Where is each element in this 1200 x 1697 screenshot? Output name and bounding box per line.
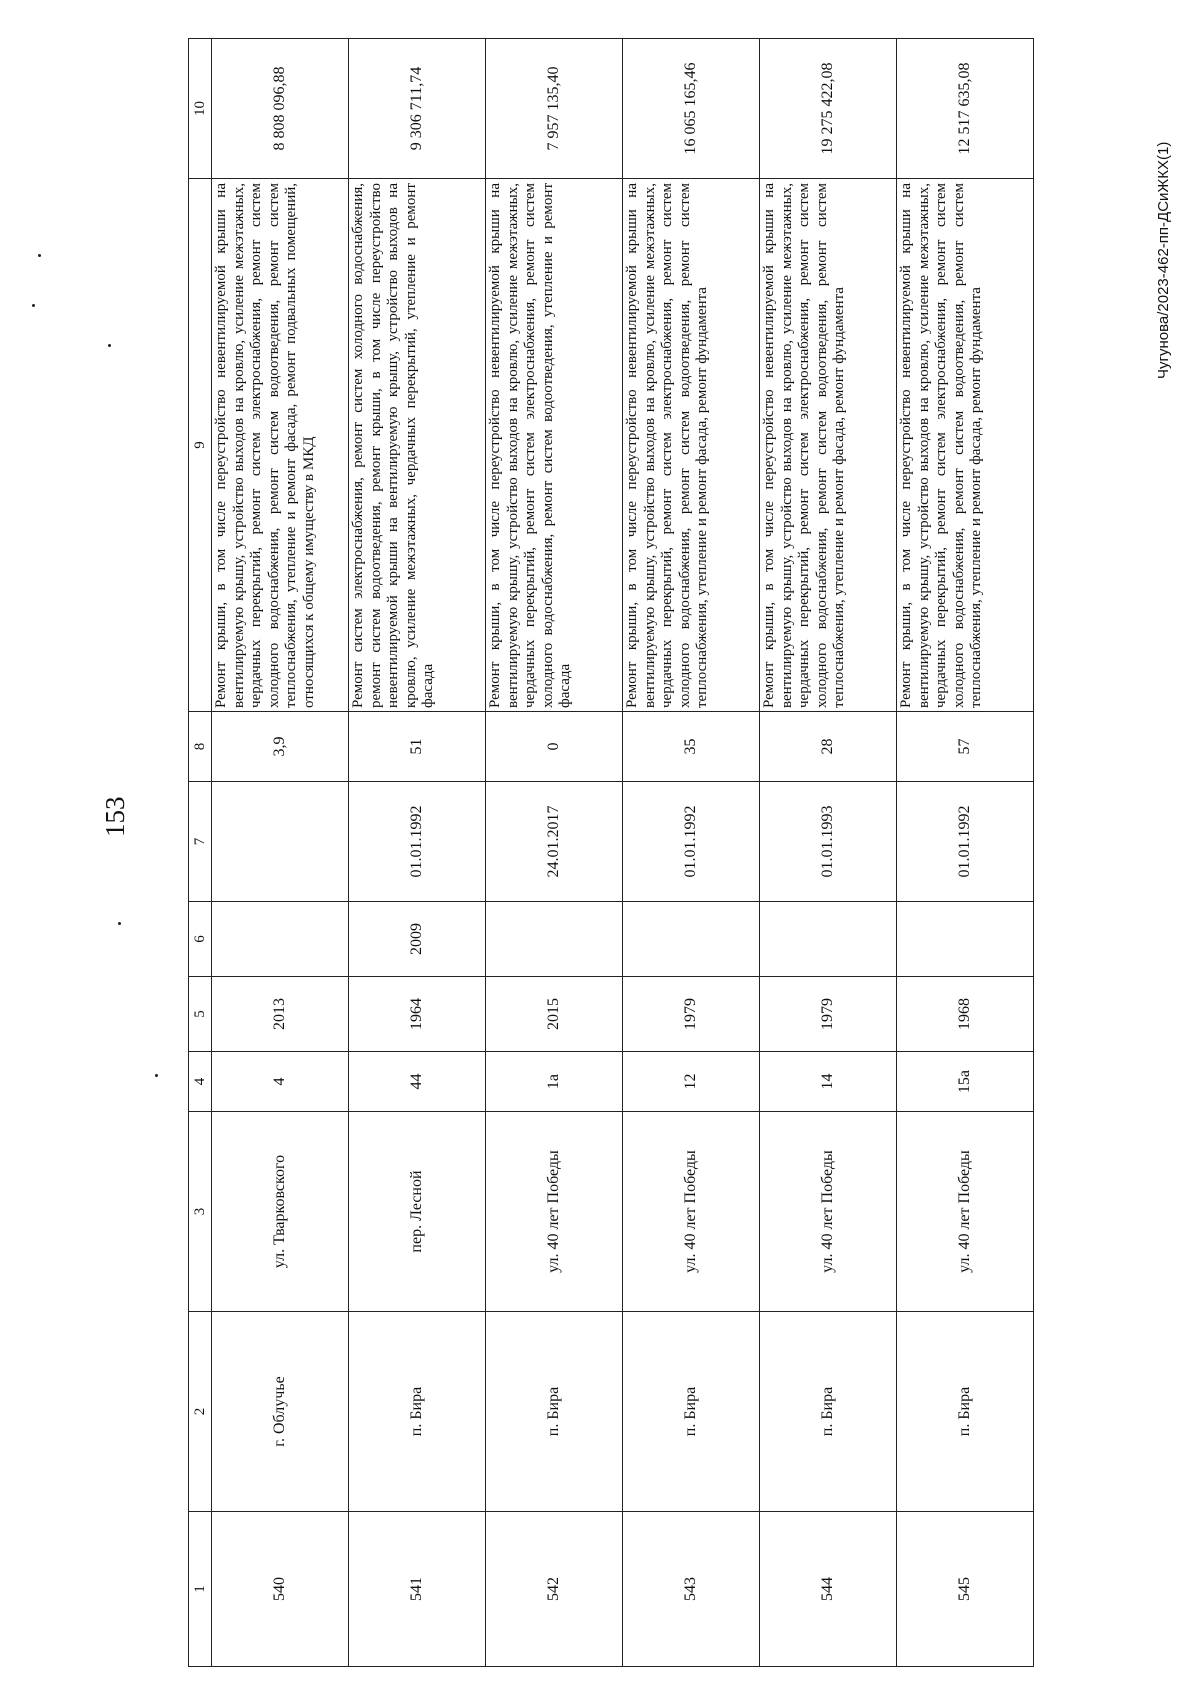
wear-percent: 51 xyxy=(349,712,486,782)
row-number: 543 xyxy=(623,1512,760,1667)
wear-percent: 57 xyxy=(897,712,1034,782)
column-number: 3 xyxy=(189,1112,212,1312)
year-overhaul xyxy=(897,902,1034,977)
date: 24.01.2017 xyxy=(486,782,623,902)
row-number: 545 xyxy=(897,1512,1034,1667)
column-number-row xyxy=(189,39,212,1667)
year-overhaul xyxy=(212,902,349,977)
street: ул. 40 лет Победы xyxy=(486,1112,623,1312)
document-footer-id: Чугунова/2023-462-пп-ДСиЖКХ(1) xyxy=(1155,141,1172,379)
street: ул. 40 лет Победы xyxy=(897,1112,1034,1312)
cost: 8 808 096,88 xyxy=(212,39,349,179)
works-description: Ремонт систем электроснабжения, ремонт систем холодного водоснабжения, ремонт систем водоотведения, ремонт крыши, в том числе переустройство невентилируемой крыши на вентилируемую крышу, устройство выходов на кровлю, усиление межэтажных, чердачных перекрытий, утепление и ремонт фасада xyxy=(349,179,486,712)
house-number: 1а xyxy=(486,1052,623,1112)
column-number: 4 xyxy=(189,1052,212,1112)
scan-speck xyxy=(32,304,35,307)
year-built: 1964 xyxy=(349,977,486,1052)
cost: 9 306 711,74 xyxy=(349,39,486,179)
house-number: 12 xyxy=(623,1052,760,1112)
column-number: 2 xyxy=(189,1312,212,1512)
column-number: 7 xyxy=(189,782,212,902)
table-row xyxy=(212,39,349,1667)
column-number: 5 xyxy=(189,977,212,1052)
works-description: Ремонт крыши, в том числе переустройство невентилируемой крыши на вентилируемую крышу, устройство выходов на кровлю, усиление межэтажных, чердачных перекрытий, ремонт систем электроснабжения, ремонт систем холодного водоснабжения, ремонт систем водоотведения, утепление и ремонт фасада xyxy=(486,179,623,712)
column-number: 6 xyxy=(189,902,212,977)
street: ул. 40 лет Победы xyxy=(623,1112,760,1312)
year-overhaul xyxy=(623,902,760,977)
locality: п. Бира xyxy=(623,1312,760,1512)
house-number: 4 xyxy=(212,1052,349,1112)
wear-percent: 28 xyxy=(760,712,897,782)
cost: 7 957 135,40 xyxy=(486,39,623,179)
cost: 12 517 635,08 xyxy=(897,39,1034,179)
year-built: 2015 xyxy=(486,977,623,1052)
locality: п. Бира xyxy=(897,1312,1034,1512)
wear-percent: 3,9 xyxy=(212,712,349,782)
house-number: 14 xyxy=(760,1052,897,1112)
year-built: 2013 xyxy=(212,977,349,1052)
house-number: 15а xyxy=(897,1052,1034,1112)
works-description: Ремонт крыши, в том числе переустройство невентилируемой крыши на вентилируемую крышу, устройство выходов на кровлю, усиление межэтажных, чердачных перекрытий, ремонт систем электроснабжения, ремонт систем холодного водоснабжения, ремонт систем водоотведения, ремонт систем теплоснабжения, утепление и ремонт фасада, ремонт фундамента xyxy=(897,179,1034,712)
year-built: 1979 xyxy=(623,977,760,1052)
date: 01.01.1992 xyxy=(349,782,486,902)
wear-percent: 0 xyxy=(486,712,623,782)
column-number: 9 xyxy=(189,179,212,712)
scan-speck xyxy=(38,254,41,257)
row-number: 541 xyxy=(349,1512,486,1667)
table-row xyxy=(349,39,486,1667)
year-overhaul xyxy=(760,902,897,977)
street: пер. Лесной xyxy=(349,1112,486,1312)
locality: п. Бира xyxy=(486,1312,623,1512)
row-number: 542 xyxy=(486,1512,623,1667)
row-number: 540 xyxy=(212,1512,349,1667)
date: 01.01.1992 xyxy=(897,782,1034,902)
works-description: Ремонт крыши, в том числе переустройство невентилируемой крыши на вентилируемую крышу, устройство выходов на кровлю, усиление межэтажных, чердачных перекрытий, ремонт систем электроснабжения, ремонт систем холодного водоснабжения, ремонт систем водоотведения, ремонт систем теплоснабжения, утепление и ремонт фасада, ремонт фундамента xyxy=(623,179,760,712)
locality: п. Бира xyxy=(760,1312,897,1512)
scan-speck xyxy=(108,344,111,347)
street: ул. Тварковского xyxy=(212,1112,349,1312)
scan-speck xyxy=(118,922,121,925)
year-built: 1968 xyxy=(897,977,1034,1052)
table-row xyxy=(760,39,897,1667)
table-row xyxy=(623,39,760,1667)
date: 01.01.1992 xyxy=(623,782,760,902)
row-number: 544 xyxy=(760,1512,897,1667)
locality: г. Облучье xyxy=(212,1312,349,1512)
wear-percent: 35 xyxy=(623,712,760,782)
housing-repair-table xyxy=(188,38,1034,1667)
column-number: 10 xyxy=(189,39,212,179)
page-number: 153 xyxy=(100,796,130,837)
year-built: 1979 xyxy=(760,977,897,1052)
works-description: Ремонт крыши, в том числе переустройство невентилируемой крыши на вентилируемую крышу, устройство выходов на кровлю, усиление межэтажных, чердачных перекрытий, ремонт систем электроснабжения, ремонт систем холодного водоснабжения, ремонт систем водоотведения, ремонт систем теплоснабжения, утепление и ремонт фасада, ремонт фундамента xyxy=(760,179,897,712)
column-number: 8 xyxy=(189,712,212,782)
locality: п. Бира xyxy=(349,1312,486,1512)
date xyxy=(212,782,349,902)
year-overhaul: 2009 xyxy=(349,902,486,977)
year-overhaul xyxy=(486,902,623,977)
cost: 19 275 422,08 xyxy=(760,39,897,179)
cost: 16 065 165,46 xyxy=(623,39,760,179)
works-description: Ремонт крыши, в том числе переустройство невентилируемой крыши на вентилируемую крышу, устройство выходов на кровлю, усиление межэтажных, чердачных перекрытий, ремонт систем электроснабжения, ремонт систем холодного водоснабжения, ремонт систем водоотведения, ремонт систем теплоснабжения, утепление и ремонт фасада, ремонт подвальных помещений, относящихся к общему имуществу в МКД xyxy=(212,179,349,712)
table-row xyxy=(897,39,1034,1667)
house-number: 44 xyxy=(349,1052,486,1112)
scan-speck xyxy=(155,1074,158,1077)
date: 01.01.1993 xyxy=(760,782,897,902)
street: ул. 40 лет Победы xyxy=(760,1112,897,1312)
table-row xyxy=(486,39,623,1667)
column-number: 1 xyxy=(189,1512,212,1667)
